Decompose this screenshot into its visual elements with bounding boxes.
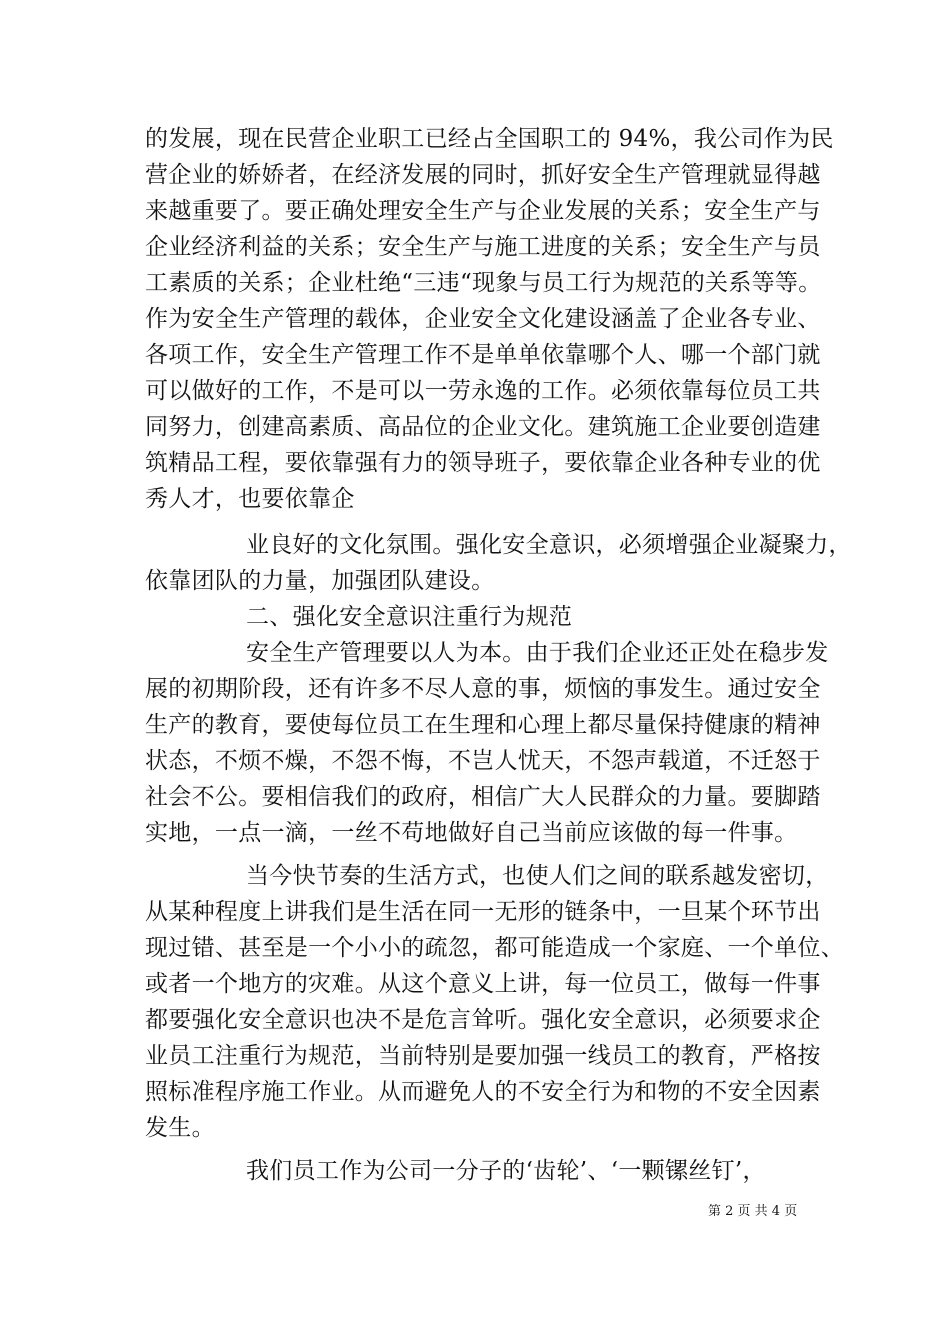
text-line: 我们员工作为公司一分子的‘齿轮’、‘一颗镙丝钉’， [246,1158,766,1184]
text-line: 照标准程序施工作业。从而避免人的不安全行为和物的不安全因素 [145,1079,821,1105]
text-line: 现过错、甚至是一个小小的疏忽，都可能造成一个家庭、一个单位、 [145,935,844,961]
text-line: 都要强化安全意识也决不是危言耸听。强化安全意识，必须要求企 [145,1007,821,1033]
text-line: 企业经济利益的关系；安全生产与施工进度的关系；安全生产与员 [145,234,821,260]
text-line: 作为安全生产管理的载体，企业安全文化建设涵盖了企业各专业、 [145,306,821,332]
text-line: 实地，一点一滴，一丝不苟地做好自己当前应该做的每一件事。 [145,820,798,846]
text-line: 展的初期阶段，还有许多不尽人意的事，烦恼的事发生。通过安全 [145,676,821,702]
text-line: 各项工作，安全生产管理工作不是单单依靠哪个人、哪一个部门就 [145,342,821,368]
section-heading: 二、强化安全意识注重行为规范 [246,604,573,630]
text-line: 筑精品工程，要依靠强有力的领导班子，要依靠企业各种专业的优 [145,450,821,476]
text-line: 业良好的文化氛围。强化安全意识，必须增强企业凝聚力， [246,532,852,558]
text-line: 当今快节奏的生活方式，也使人们之间的联系越发密切， [246,863,829,889]
text-line: 的发展，现在民营企业职工已经占全国职工的 94%，我公司作为民 [145,126,834,152]
page-number: 第 2 页 共 4 页 [708,1204,798,1219]
text-line: 来越重要了。要正确处理安全生产与企业发展的关系；安全生产与 [145,198,821,224]
text-line: 营企业的娇娇者，在经济发展的同时，抓好安全生产管理就显得越 [145,162,821,188]
text-line: 生产的教育，要使每位员工在生理和心理上都尽量保持健康的精神 [145,712,821,738]
text-line: 可以做好的工作，不是可以一劳永逸的工作。必须依靠每位员工共 [145,378,821,404]
text-line: 工素质的关系；企业杜绝“三违“现象与员工行为规范的关系等等。 [145,270,822,296]
text-line: 业员工注重行为规范，当前特别是要加强一线员工的教育，严格按 [145,1043,821,1069]
text-line: 或者一个地方的灾难。从这个意义上讲，每一位员工，做每一件事 [145,971,821,997]
text-line: 状态，不烦不燥，不怨不悔，不岂人忧天，不怨声载道，不迁怒于 [145,748,821,774]
text-line: 依靠团队的力量，加强团队建设。 [145,568,495,594]
text-line: 发生。 [145,1115,215,1141]
text-line: 秀人才，也要依靠企 [145,486,355,512]
text-line: 从某种程度上讲我们是生活在同一无形的链条中，一旦某个环节出 [145,899,821,925]
text-line: 安全生产管理要以人为本。由于我们企业还正处在稳步发 [246,640,829,666]
text-line: 同努力，创建高素质、高品位的企业文化。建筑施工企业要创造建 [145,414,821,440]
text-line: 社会不公。要相信我们的政府，相信广大人民群众的力量。要脚踏 [145,784,821,810]
